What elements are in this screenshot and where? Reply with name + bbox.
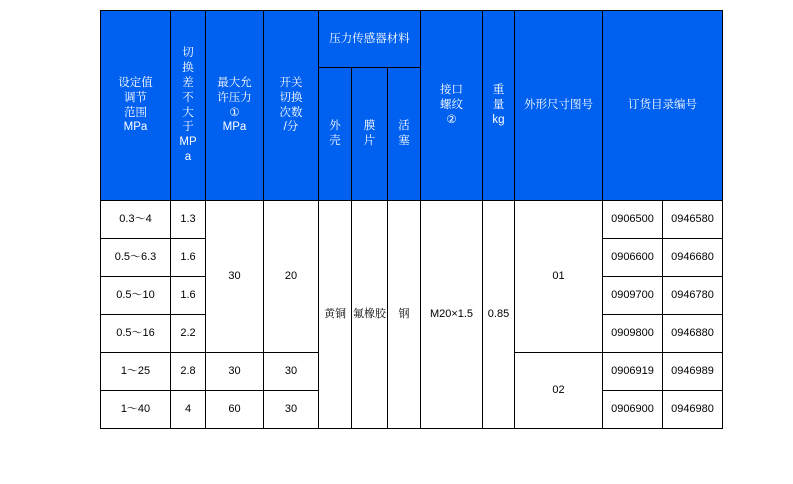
header-switch-diff: 切 换 差 不 大 于 MP a xyxy=(171,11,206,201)
header-shell: 外 壳 xyxy=(319,68,352,201)
cell-order-code-a: 0906500 xyxy=(603,201,663,239)
cell-order-code-b: 0946989 xyxy=(663,353,723,391)
cell-order-code-a: 0906600 xyxy=(603,239,663,277)
cell-order-code-a: 0909700 xyxy=(603,277,663,315)
cell-order-code-b: 0946580 xyxy=(663,201,723,239)
table-row xyxy=(101,201,723,239)
table-header xyxy=(101,11,723,201)
cell-dim-drawing-01: 01 xyxy=(515,201,603,353)
header-dim-drawing: 外形尺寸图号 xyxy=(515,11,603,201)
cell-switch-diff: 2.8 xyxy=(171,353,206,391)
header-thread: 接口 螺纹 ② xyxy=(421,11,483,201)
cell-setting-range: 0.3～4 xyxy=(101,201,171,239)
cell-switch-count: 30 xyxy=(264,353,319,391)
header-weight: 重 量 kg xyxy=(483,11,515,201)
header-switch-count: 开关 切换 次数 /分 xyxy=(264,11,319,201)
cell-order-code-b: 0946780 xyxy=(663,277,723,315)
cell-setting-range: 1～25 xyxy=(101,353,171,391)
cell-order-code-a: 0906919 xyxy=(603,353,663,391)
cell-max-pressure: 60 xyxy=(206,391,264,429)
cell-switch-diff: 4 xyxy=(171,391,206,429)
cell-weight: 0.85 xyxy=(483,201,515,429)
cell-shell: 黄铜 xyxy=(319,201,352,429)
cell-max-pressure: 30 xyxy=(206,353,264,391)
header-row-1 xyxy=(101,11,723,68)
header-diaphragm: 膜 片 xyxy=(352,68,388,201)
cell-switch-count: 30 xyxy=(264,391,319,429)
header-max-pressure: 最大允 许压力 ① MPa xyxy=(206,11,264,201)
cell-setting-range: 0.5～6.3 xyxy=(101,239,171,277)
cell-setting-range: 0.5～16 xyxy=(101,315,171,353)
table-body xyxy=(101,201,723,429)
cell-order-code-b: 0946980 xyxy=(663,391,723,429)
cell-thread: M20×1.5 xyxy=(421,201,483,429)
cell-switch-diff: 1.6 xyxy=(171,277,206,315)
header-setting-range: 设定值 调节 范围 MPa xyxy=(101,11,171,201)
cell-piston: 钢 xyxy=(388,201,421,429)
cell-switch-diff: 1.3 xyxy=(171,201,206,239)
cell-dim-drawing-02: 02 xyxy=(515,353,603,429)
cell-order-code-a: 0909800 xyxy=(603,315,663,353)
cell-setting-range: 1～40 xyxy=(101,391,171,429)
header-piston: 活 塞 xyxy=(388,68,421,201)
cell-setting-range: 0.5～10 xyxy=(101,277,171,315)
cell-order-code-a: 0906900 xyxy=(603,391,663,429)
cell-order-code-b: 0946680 xyxy=(663,239,723,277)
header-order-code: 订货目录编号 xyxy=(603,11,723,201)
specification-table xyxy=(100,10,723,429)
cell-diaphragm: 氟橡胶 xyxy=(352,201,388,429)
cell-switch-count-merged: 20 xyxy=(264,201,319,353)
cell-max-pressure-merged: 30 xyxy=(206,201,264,353)
cell-switch-diff: 2.2 xyxy=(171,315,206,353)
header-sensor-material-group: 压力传感器材料 xyxy=(319,11,421,68)
cell-order-code-b: 0946880 xyxy=(663,315,723,353)
cell-switch-diff: 1.6 xyxy=(171,239,206,277)
